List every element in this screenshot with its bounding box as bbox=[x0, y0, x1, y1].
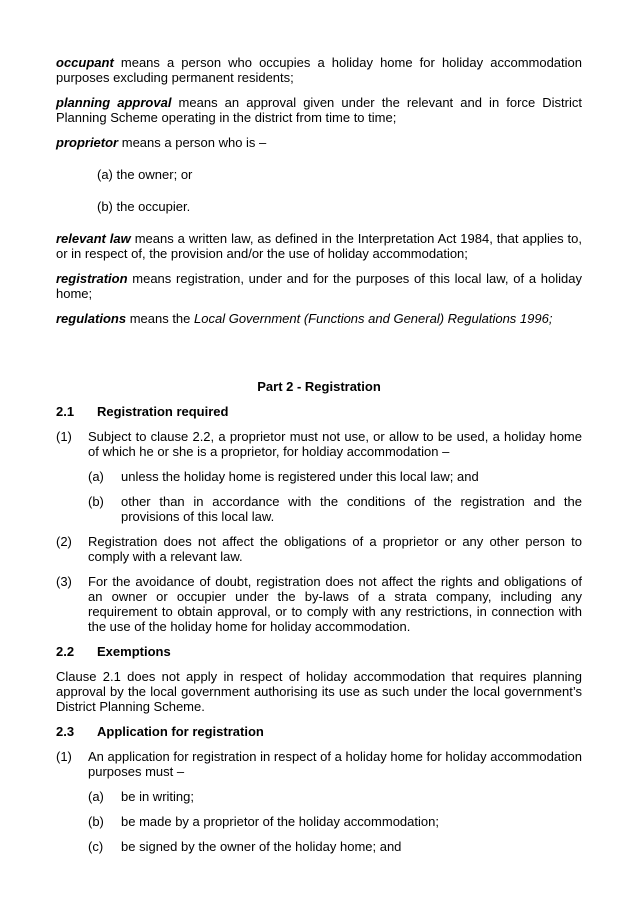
section-number: 2.3 bbox=[56, 724, 75, 739]
definition-text: means a person who occupies a holiday home for holiday accommodation purposes excluding permanent residents; bbox=[56, 55, 582, 85]
section-heading bbox=[56, 724, 582, 739]
paragraph-label: (a) bbox=[88, 469, 104, 484]
section-number: 2.1 bbox=[56, 404, 75, 419]
section-heading bbox=[56, 404, 582, 419]
definition-term: proprietor bbox=[56, 135, 119, 150]
subclause-label: (1) bbox=[56, 749, 72, 764]
paragraph-text: be in writing; bbox=[121, 789, 194, 804]
definition-term: regulations bbox=[56, 311, 127, 326]
definition-term: occupant bbox=[56, 55, 114, 70]
subclause-text: For the avoidance of doubt, registration does not affect the rights and obligations of an owner or occupier under the by-laws of a strata company, including any requirement to obtain approval, or to comply with any restrictions, in connection with the use of the holiday home for holiday accommodation. bbox=[88, 574, 582, 634]
definition-relevant-law bbox=[56, 231, 582, 261]
definition-planning-approval bbox=[56, 95, 582, 125]
paragraph-item bbox=[88, 789, 582, 804]
definition-text: means a person who is – bbox=[118, 135, 267, 150]
paragraph-text: be signed by the owner of the holiday home; and bbox=[121, 839, 402, 854]
definition-text: means the bbox=[126, 311, 195, 326]
section-body: Clause 2.1 does not apply in respect of holiday accommodation that requires planning approval by the local government authorising its use as such under the local government’s District Planning Scheme. bbox=[56, 669, 582, 714]
definition-term: planning approval bbox=[56, 95, 172, 110]
definition-registration bbox=[56, 271, 582, 301]
paragraph-text: be made by a proprietor of the holiday accommodation; bbox=[121, 814, 439, 829]
paragraph-text: unless the holiday home is registered under this local law; and bbox=[121, 469, 479, 484]
subclause-text: Registration does not affect the obligations of a proprietor or any other person to comply with a relevant law. bbox=[88, 534, 582, 564]
subclause bbox=[56, 574, 582, 634]
subclause bbox=[56, 429, 582, 459]
definition-text: means a written law, as defined in the Interpretation Act 1984, that applies to, or in respect of, the provision and/or the use of holiday accommodation; bbox=[56, 231, 582, 261]
subclause-label: (3) bbox=[56, 574, 72, 589]
subclause-text: An application for registration in respect of a holiday home for holiday accommodation purposes must – bbox=[88, 749, 582, 779]
subclause-label: (1) bbox=[56, 429, 72, 444]
paragraph-text: other than in accordance with the conditions of the registration and the provisions of this local law. bbox=[121, 494, 582, 524]
definition-list-item: (b) the occupier. bbox=[97, 199, 191, 214]
subclause bbox=[56, 749, 582, 779]
definition-proprietor bbox=[56, 135, 582, 150]
definition-occupant bbox=[56, 55, 582, 85]
part-heading: Part 2 - Registration bbox=[257, 379, 381, 394]
definition-text: means registration, under and for the purposes of this local law, of a holiday home; bbox=[56, 271, 582, 301]
document-page bbox=[56, 55, 582, 854]
paragraph-item bbox=[88, 494, 582, 524]
definition-term: relevant law bbox=[56, 231, 131, 246]
subclause-text: Subject to clause 2.2, a proprietor must not use, or allow to be used, a holiday home of which he or she is a proprietor, for holdiay accommodation – bbox=[88, 429, 582, 459]
paragraph-item bbox=[88, 814, 582, 829]
section-heading bbox=[56, 644, 582, 659]
paragraph-label: (a) bbox=[88, 789, 104, 804]
regulations-title: Local Government (Functions and General) Regulations 1996; bbox=[194, 311, 553, 326]
subclause-label: (2) bbox=[56, 534, 72, 549]
paragraph-label: (b) bbox=[88, 814, 104, 829]
paragraph-label: (b) bbox=[88, 494, 104, 509]
definition-list-item: (a) the owner; or bbox=[97, 167, 193, 182]
paragraph-item bbox=[88, 469, 582, 484]
definition-regulations bbox=[56, 311, 582, 326]
paragraph-item bbox=[88, 839, 582, 854]
section-title: Registration required bbox=[97, 404, 229, 419]
section-number: 2.2 bbox=[56, 644, 75, 659]
definition-text: means an approval given under the relevant and in force District Planning Scheme operating in the district from time to time; bbox=[56, 95, 582, 125]
section-title: Exemptions bbox=[97, 644, 171, 659]
definition-term: registration bbox=[56, 271, 128, 286]
section-title: Application for registration bbox=[97, 724, 264, 739]
subclause bbox=[56, 534, 582, 564]
paragraph-label: (c) bbox=[88, 839, 104, 854]
